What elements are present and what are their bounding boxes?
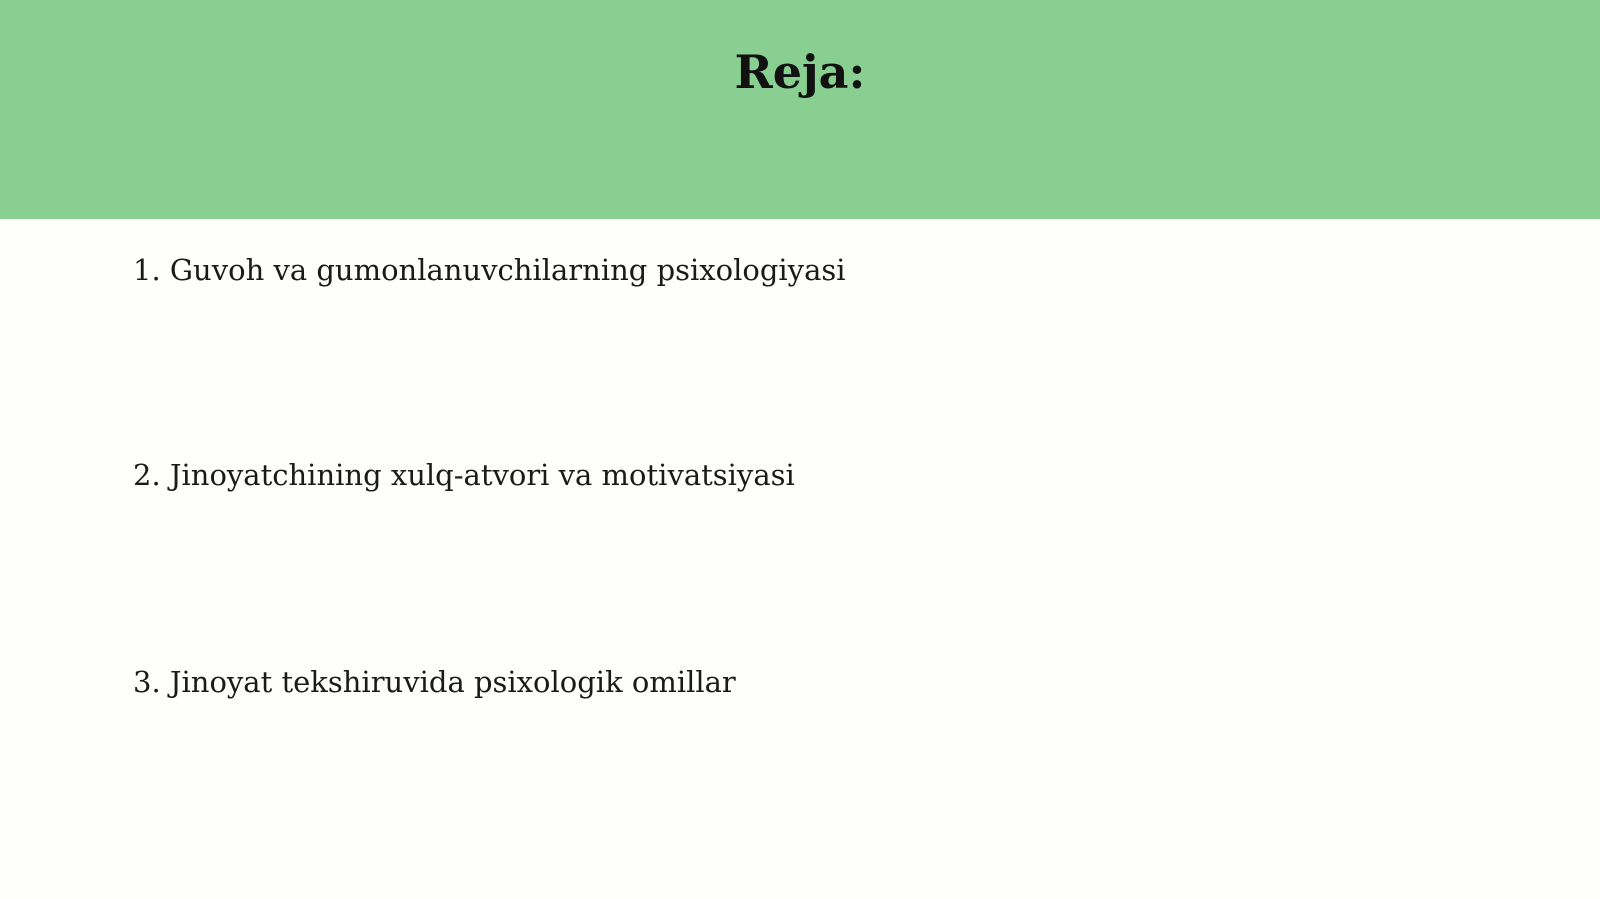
plan-item-3: 3. Jinoyat tekshiruvida psixologik omillar [133, 665, 736, 699]
plan-item-1: 1. Guvoh va gumonlanuvchilarning psixologiyasi [133, 253, 846, 287]
slide-title: Reja: [734, 45, 866, 99]
header-band [0, 0, 1600, 219]
plan-item-2: 2. Jinoyatchining xulq-atvori va motivatsiyasi [133, 458, 795, 492]
